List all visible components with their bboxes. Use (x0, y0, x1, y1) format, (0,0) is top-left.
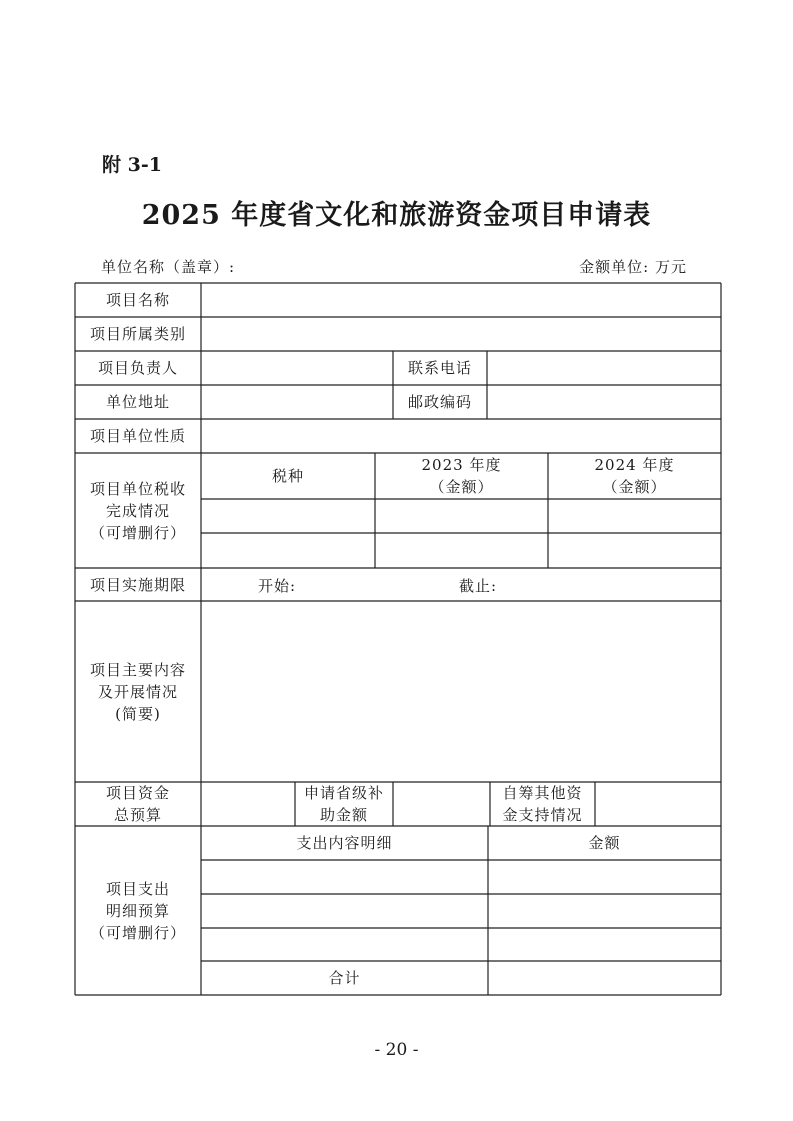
tax-status-line-3: （可增删行） (89, 523, 186, 542)
page-number: - 20 - (374, 1040, 419, 1060)
content-line-2: 及开展情况 (97, 682, 178, 701)
other-funding-label (490, 782, 595, 826)
contact-phone-field[interactable] (487, 351, 721, 385)
end-label: 截止: (459, 577, 498, 595)
total-budget-line-2: 总预算 (113, 806, 162, 824)
year-2024-line-1: 2024 年度 (594, 456, 675, 474)
total-label: 合计 (328, 969, 361, 987)
attachment-label: 附 3-1 (102, 154, 162, 176)
unit-name-label: 单位名称（盖章）: (101, 258, 236, 276)
provincial-subsidy-label (295, 782, 393, 826)
detail-budget-label (75, 826, 201, 995)
amount-header: 金额 (588, 834, 621, 852)
content-line-3: (简要) (115, 704, 161, 723)
content-label (75, 601, 201, 782)
tax-status-line-2: 完成情况 (105, 501, 170, 520)
tax-status-line-1: 项目单位税收 (89, 479, 186, 498)
project-name-field[interactable] (201, 283, 721, 317)
contact-phone-label: 联系电话 (407, 359, 472, 377)
postal-code-label: 邮政编码 (407, 393, 472, 411)
tax-type-header: 税种 (271, 467, 304, 485)
subsidy-line-1: 申请省级补 (303, 784, 384, 802)
tax-status-label (75, 453, 201, 568)
other-funding-line-2: 金支持情况 (502, 806, 583, 824)
project-category-label: 项目所属类别 (89, 325, 186, 343)
postal-code-field[interactable] (487, 385, 721, 419)
unit-address-label: 单位地址 (105, 393, 170, 411)
expense-detail-header: 支出内容明细 (296, 834, 393, 852)
content-line-1: 项目主要内容 (89, 660, 186, 679)
form-title: 2025 年度省文化和旅游资金项目申请表 (141, 200, 652, 231)
year-2023-line-1: 2023 年度 (421, 456, 502, 474)
detail-budget-line-1: 项目支出 (105, 879, 170, 898)
start-label: 开始: (258, 577, 297, 595)
content-field[interactable] (201, 601, 721, 782)
unit-nature-label: 项目单位性质 (89, 427, 186, 445)
subsidy-line-2: 助金额 (319, 806, 368, 824)
year-2023-header (375, 453, 548, 499)
project-leader-label: 项目负责人 (97, 359, 178, 377)
amount-unit-label: 金额单位: 万元 (579, 258, 687, 276)
detail-budget-line-2: 明细预算 (105, 901, 170, 920)
project-name-label: 项目名称 (105, 291, 170, 309)
total-budget-line-1: 项目资金 (105, 784, 170, 802)
project-leader-field[interactable] (201, 351, 393, 385)
other-funding-line-1: 自筹其他资 (502, 784, 583, 802)
year-2023-line-2: （金额） (429, 478, 494, 496)
project-category-field[interactable] (201, 317, 721, 351)
unit-address-field[interactable] (201, 385, 393, 419)
period-label: 项目实施期限 (89, 575, 186, 594)
total-budget-label (75, 782, 201, 826)
detail-budget-line-3: （可增删行） (89, 923, 186, 942)
year-2024-line-2: （金额） (602, 478, 667, 496)
unit-nature-field[interactable] (201, 419, 721, 453)
year-2024-header (548, 453, 721, 499)
